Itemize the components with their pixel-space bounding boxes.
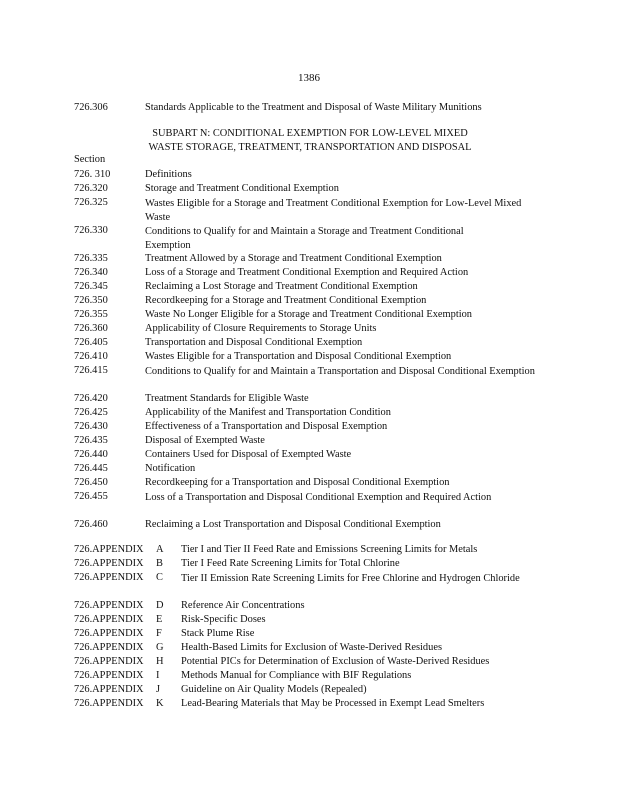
appendix-number: 726.APPENDIX	[74, 684, 144, 695]
section-number: 726.435	[74, 435, 108, 446]
section-title: Notification	[145, 463, 196, 474]
appendix-title: Lead-Bearing Materials that May be Processed in Exempt Lead Smelters	[181, 698, 485, 709]
appendix-number: 726.APPENDIX	[74, 656, 144, 667]
section-title: Definitions	[145, 169, 192, 180]
section-title: Applicability of the Manifest and Transportation Condition	[145, 407, 391, 418]
appendix-letter: A	[156, 544, 164, 555]
appendix-title: Risk-Specific Doses	[181, 614, 266, 625]
appendix-number: 726.APPENDIX	[74, 642, 144, 653]
section-number: 726.335	[74, 253, 108, 264]
appendix-title: Tier I Feed Rate Screening Limits for Total Chlorine	[181, 558, 400, 569]
section-number: 726.355	[74, 309, 108, 320]
section-number: 726.340	[74, 267, 108, 278]
heading-number: 726.306	[74, 102, 108, 113]
appendix-title: Tier II Emission Rate Screening Limits for Free Chlorine and Hydrogen Chloride	[181, 573, 520, 584]
section-number: 726.410	[74, 351, 108, 362]
section-title: Applicability of Closure Requirements to Storage Units	[145, 323, 377, 334]
appendix-title: Stack Plume Rise	[181, 628, 255, 639]
section-title: Disposal of Exempted Waste	[145, 435, 265, 446]
section-title: Recordkeeping for a Storage and Treatment Conditional Exemption	[145, 295, 427, 306]
section-number: 726.455	[74, 491, 108, 502]
section-number: 726.420	[74, 393, 108, 404]
section-number: 726.350	[74, 295, 108, 306]
section-number: 726.405	[74, 337, 108, 348]
appendix-title: Health-Based Limits for Exclusion of Waste-Derived Residues	[181, 642, 442, 653]
section-number: 726.360	[74, 323, 108, 334]
section-title: Loss of a Transportation and Disposal Conditional Exemption and Required Action	[145, 492, 492, 503]
appendix-number: 726.APPENDIX	[74, 600, 144, 611]
appendix-title: Tier I and Tier II Feed Rate and Emissions Screening Limits for Metals	[181, 544, 478, 555]
section-number: 726.345	[74, 281, 108, 292]
section-number: 726.325	[74, 197, 108, 208]
appendix-letter: F	[156, 628, 162, 639]
subpart-title-line1: SUBPART N: CONDITIONAL EXEMPTION FOR LOW-LEVEL MIXED	[152, 128, 468, 139]
section-number: 726.330	[74, 225, 108, 236]
subpart-title-line2: WASTE STORAGE, TREATMENT, TRANSPORTATION AND DISPOSAL	[148, 142, 472, 153]
section-title: Conditions to Qualify for and Maintain a Transportation and Disposal Conditional Exemption	[145, 366, 535, 377]
section-title: Effectiveness of a Transportation and Disposal Exemption	[145, 421, 388, 432]
page-number: 1386	[298, 72, 320, 84]
appendix-letter: E	[156, 614, 163, 625]
section-number: 726. 310	[74, 169, 111, 180]
section-label: Section	[74, 154, 106, 165]
appendix-title: Reference Air Concentrations	[181, 600, 305, 611]
appendix-letter: I	[156, 670, 160, 681]
section-title: Treatment Standards for Eligible Waste	[145, 393, 309, 404]
appendix-letter: H	[156, 656, 164, 667]
appendix-number: 726.APPENDIX	[74, 572, 144, 583]
heading-text: Standards Applicable to the Treatment and Disposal of Waste Military Munitions	[145, 102, 482, 113]
section-number: 726.320	[74, 183, 108, 194]
appendix-title: Potential PICs for Determination of Exclusion of Waste-Derived Residues	[181, 656, 490, 667]
section-number: 726.450	[74, 477, 108, 488]
section-title: Reclaiming a Lost Storage and Treatment Conditional Exemption	[145, 281, 418, 292]
appendix-title: Guideline on Air Quality Models (Repealed)	[181, 684, 367, 695]
appendix-letter: K	[156, 698, 164, 709]
appendix-title: Methods Manual for Compliance with BIF Regulations	[181, 670, 412, 681]
section-title: Loss of a Storage and Treatment Conditional Exemption and Required Action	[145, 267, 469, 278]
section-title: Transportation and Disposal Conditional Exemption	[145, 337, 363, 348]
section-title: Conditions to Qualify for and Maintain a Storage and Treatment Conditional Exemption	[145, 226, 464, 251]
section-title: Recordkeeping for a Transportation and Disposal Conditional Exemption	[145, 477, 450, 488]
section-title: Reclaiming a Lost Transportation and Disposal Conditional Exemption	[145, 519, 441, 530]
section-number: 726.445	[74, 463, 108, 474]
section-title: Treatment Allowed by a Storage and Treatment Conditional Exemption	[145, 253, 442, 264]
appendix-number: 726.APPENDIX	[74, 558, 144, 569]
appendix-letter: B	[156, 558, 163, 569]
section-title: Storage and Treatment Conditional Exemption	[145, 183, 339, 194]
section-title: Containers Used for Disposal of Exempted Waste	[145, 449, 352, 460]
appendix-letter: D	[156, 600, 164, 611]
section-title: Wastes Eligible for a Transportation and Disposal Conditional Exemption	[145, 351, 452, 362]
appendix-number: 726.APPENDIX	[74, 628, 144, 639]
section-number: 726.460	[74, 519, 108, 530]
appendix-number: 726.APPENDIX	[74, 698, 144, 709]
appendix-number: 726.APPENDIX	[74, 614, 144, 625]
section-number: 726.415	[74, 365, 108, 376]
appendix-letter: G	[156, 642, 164, 653]
section-number: 726.425	[74, 407, 108, 418]
section-title: Waste No Longer Eligible for a Storage and Treatment Conditional Exemption	[145, 309, 472, 320]
appendix-number: 726.APPENDIX	[74, 544, 144, 555]
section-title: Wastes Eligible for a Storage and Treatment Conditional Exemption for Low-Level Mixed Waste	[145, 198, 522, 223]
section-number: 726.440	[74, 449, 108, 460]
appendix-letter: J	[156, 684, 161, 695]
section-number: 726.430	[74, 421, 108, 432]
appendix-letter: C	[156, 572, 163, 583]
appendix-number: 726.APPENDIX	[74, 670, 144, 681]
